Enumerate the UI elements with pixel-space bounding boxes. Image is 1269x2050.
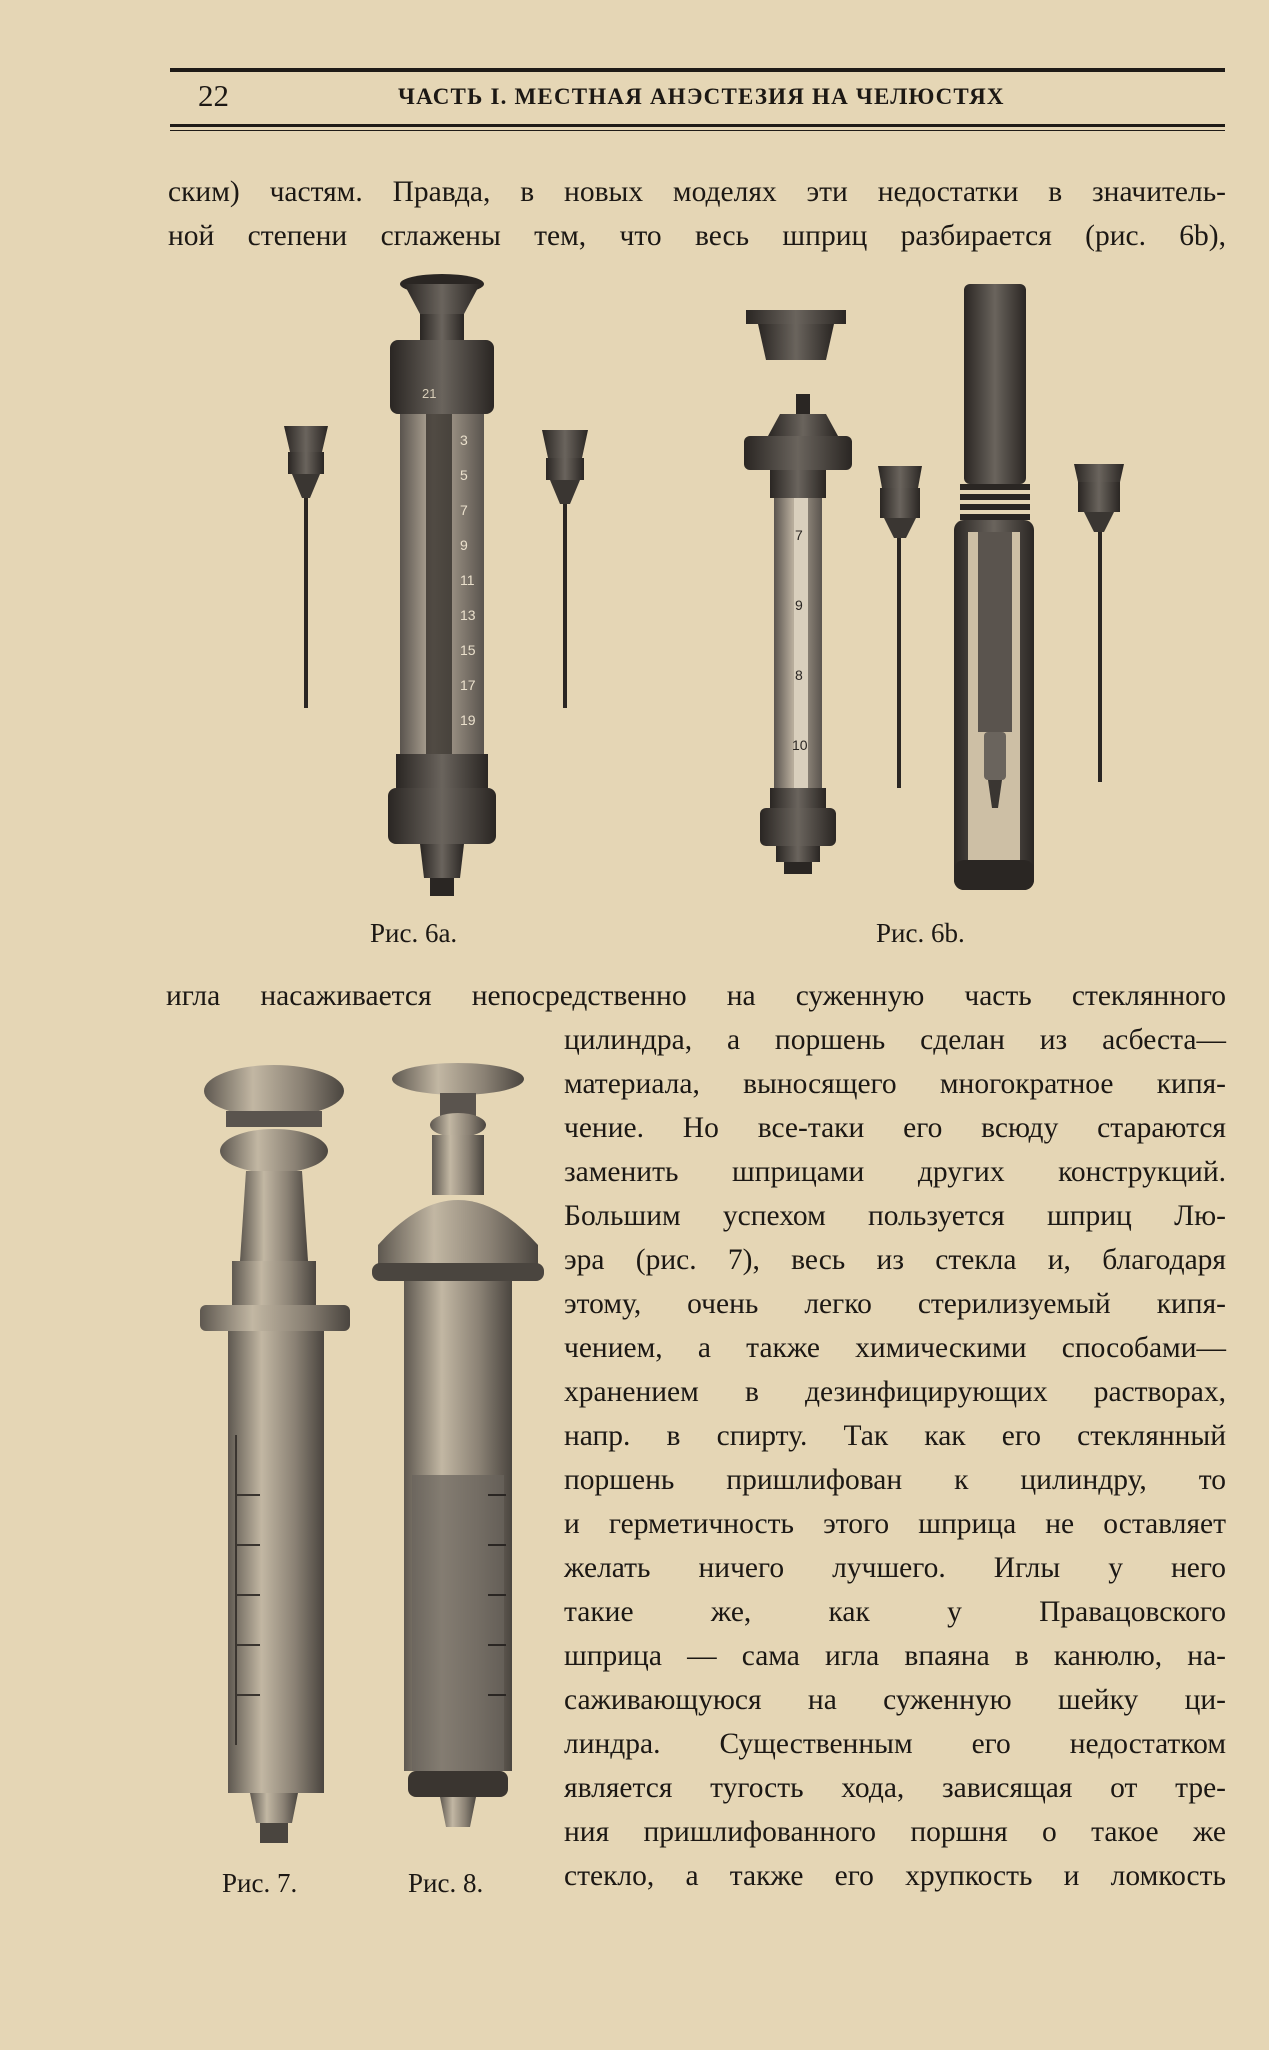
text-line: материала, выносящего многократное кипя-: [564, 1068, 1226, 1100]
scale-mark: 15: [460, 642, 476, 658]
text-line: такие же, как у Правацовского: [564, 1596, 1226, 1628]
syringe-6b-barrel: [744, 394, 852, 874]
needle-case: [954, 284, 1034, 890]
caption-fig-6a: Рис. 6а.: [370, 918, 458, 948]
scale-mark: 3: [460, 432, 468, 448]
text-line: поршень пришлифован к цилиндру, то: [564, 1464, 1226, 1496]
scale-mark: 21: [422, 386, 437, 401]
text-line: цилиндра, а поршень сделан из асбеста—: [564, 1024, 1226, 1056]
text-line: этому, очень легко стерилизуемый кипя-: [564, 1288, 1226, 1320]
scale-mark: 5: [460, 467, 468, 483]
text-line: саживающуюся на суженную шейку ци-: [564, 1684, 1226, 1716]
header-rule-bottom-thin: [170, 130, 1225, 131]
scale-mark: 17: [460, 677, 476, 693]
syringe-7: [200, 1065, 350, 1843]
figure-8: [368, 1055, 548, 1830]
text-line: линдра. Существенным его недостатком: [564, 1728, 1226, 1760]
text-line: ной степени сглажены тем, что весь шприц разбирается (рис. 6b),: [168, 220, 1226, 252]
caption-fig-7: Рис. 7.: [222, 1868, 298, 1898]
header-rule-top: [170, 68, 1225, 72]
header-rule-bottom: [170, 124, 1225, 127]
needle-left: [284, 426, 328, 708]
text-line: ским) частям. Правда, в новых моделях эти недостатки в значитель-: [168, 176, 1226, 208]
text-line: игла насаживается непосредственно на суженную часть стеклянного: [166, 980, 1226, 1012]
syringe-8: [372, 1063, 544, 1827]
text-line: заменить шприцами других конструкций.: [564, 1156, 1226, 1188]
text-line: эра (рис. 7), весь из стекла и, благодаря: [564, 1244, 1226, 1276]
scale-mark: 13: [460, 607, 476, 623]
scale-mark: 7: [460, 502, 468, 518]
caption-fig-6b: Рис. 6b.: [876, 918, 965, 948]
scale-mark: 9: [795, 597, 803, 613]
needle-right: [542, 430, 588, 708]
text-line: ния пришлифованного поршня о такое же: [564, 1816, 1226, 1848]
text-line: напр. в спирту. Так как его стеклянный: [564, 1420, 1226, 1452]
scale-mark: 7: [795, 527, 803, 543]
scale-mark: 10: [792, 737, 808, 753]
figure-7: [196, 1055, 356, 1845]
text-line: шприца — сама игла впаяна в канюлю, на-: [564, 1640, 1226, 1672]
syringe-6a: [388, 274, 496, 896]
text-line: хранением в дезинфицирующих растворах,: [564, 1376, 1226, 1408]
text-line: является тугость хода, зависящая от тре-: [564, 1772, 1226, 1804]
text-line: чением, а также химическими способами—: [564, 1332, 1226, 1364]
text-line: желать ничего лучшего. Иглы у него: [564, 1552, 1226, 1584]
scale-mark: 9: [460, 537, 468, 553]
needle-left: [878, 466, 922, 788]
scale-mark: 11: [460, 572, 475, 588]
text-line: и герметичность этого шприца не оставляет: [564, 1508, 1226, 1540]
scale-mark: 8: [795, 667, 803, 683]
scale-mark: 19: [460, 712, 476, 728]
needle-right: [1074, 464, 1124, 782]
caption-fig-8: Рис. 8.: [408, 1868, 484, 1898]
text-line: Большим успехом пользуется шприц Лю-: [564, 1200, 1226, 1232]
plunger-cap: [746, 310, 846, 360]
text-line: чение. Но все-таки его всюду стараются: [564, 1112, 1226, 1144]
figure-6a: [270, 270, 610, 910]
running-head: ЧАСТЬ I. МЕСТНАЯ АНЭСТЕЗИЯ НА ЧЕЛЮСТЯХ: [398, 84, 1005, 109]
text-line: стекло, а также его хрупкость и ломкость: [564, 1860, 1226, 1892]
page-number: 22: [198, 78, 229, 113]
figure-6b: [740, 270, 1130, 900]
